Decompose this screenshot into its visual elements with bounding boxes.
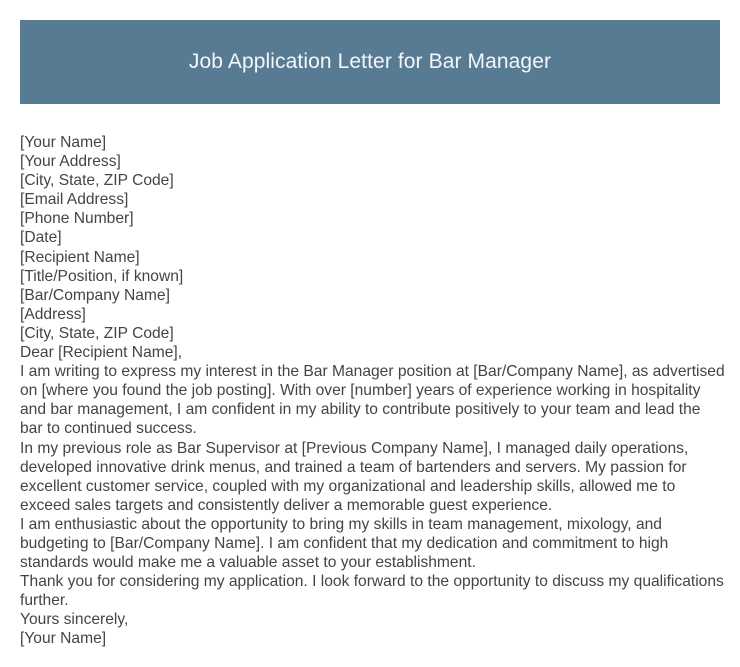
- salutation: Dear [Recipient Name],: [20, 344, 183, 362]
- paragraph-experience: In my previous role as Bar Supervisor at [Previous Company Name], I managed daily operations, developed innovative drink menus, and trained a team of bartenders and servers. My passion for excellent customer service, coupled with my organizational and leadership skills, allowed me to exceed sales targets and consistently deliver a memorable guest experience.: [20, 439, 689, 514]
- sender-address: [Your Address]: [20, 153, 121, 171]
- sender-city-state-zip: [City, State, ZIP Code]: [20, 172, 174, 190]
- paragraph-enthusiasm: I am enthusiastic about the opportunity to bring my skills in team management, mixology, and budgeting to [Bar/Company Name]. I am confident that my dedication and commitment to high standards would make me a valuable asset to your establishment.: [20, 515, 669, 572]
- sender-phone: [Phone Number]: [20, 210, 134, 228]
- letter-body: [20, 133, 725, 649]
- closing: Yours sincerely,: [20, 611, 129, 629]
- recipient-city-state-zip: [City, State, ZIP Code]: [20, 324, 174, 342]
- title-banner: [20, 20, 720, 104]
- sender-name: [Your Name]: [20, 134, 107, 151]
- signature: [Your Name]: [20, 630, 107, 648]
- page-title: Job Application Letter for Bar Manager: [188, 50, 552, 73]
- recipient-title: [Title/Position, if known]: [20, 267, 184, 285]
- recipient-address: [Address]: [20, 305, 86, 323]
- recipient-company: [Bar/Company Name]: [20, 286, 170, 304]
- recipient-name: [Recipient Name]: [20, 248, 140, 266]
- paragraph-intro: I am writing to express my interest in the Bar Manager position at [Bar/Company Name], as advertised on [where you found the job posting]. With over [number] years of experience working in hospitality and bar management, I am confident in my ability to contribute positively to your team and lead the bar to continued success.: [20, 363, 725, 438]
- letter-date: [Date]: [20, 229, 62, 247]
- sender-email: [Email Address]: [20, 191, 129, 209]
- paragraph-thanks: Thank you for considering my application. I look forward to the opportunity to discuss my qualifications further.: [20, 573, 724, 610]
